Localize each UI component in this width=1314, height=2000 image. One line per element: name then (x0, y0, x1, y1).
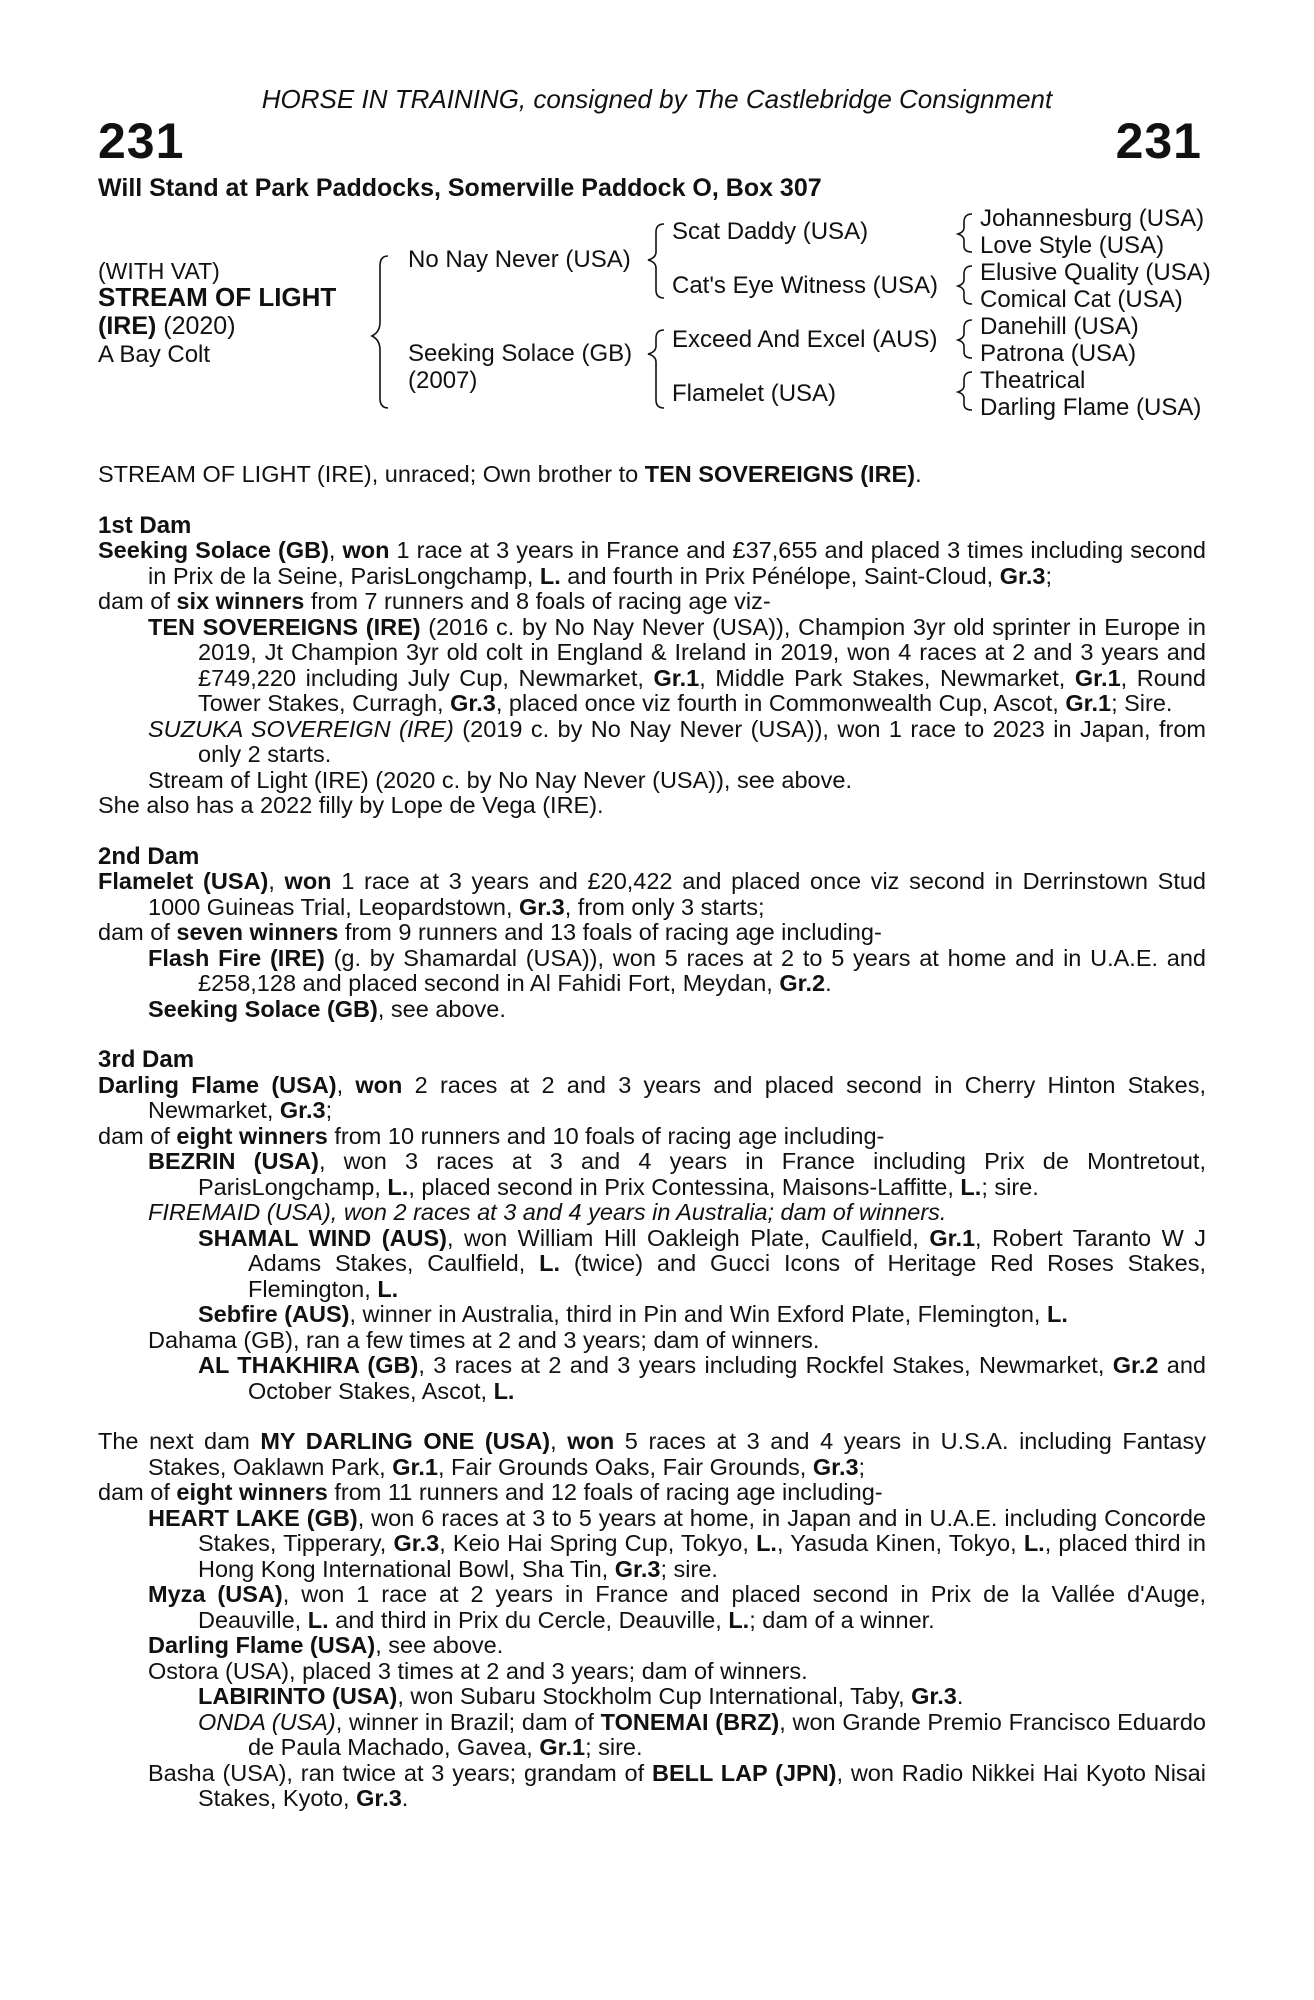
produce-flash-fire: Flash Fire (IRE) (g. by Shamardal (USA)), won 5 races at 2 to 5 years at home and in U.A.E. and £258,128 and placed second in Al Fahidi Fort, Meydan, Gr.2. (148, 944, 1206, 996)
pedigree-dam-sire: Exceed And Excel (AUS) (672, 326, 938, 353)
produce-ostora: Ostora (USA), placed 3 times at 2 and 3 years; dam of winners. (148, 1657, 808, 1684)
pedigree-sire-dam: Cat's Eye Witness (USA) (672, 272, 938, 299)
pedigree-ddd: Darling Flame (USA) (980, 394, 1202, 421)
produce-ten-sovereigns: TEN SOVEREIGNS (IRE) (2016 c. by No Nay Never (USA)), Champion 3yr old sprinter in Europe in 2019, Jt Champion 3yr old colt in England & Ireland in 2019, won 4 races at 2 and 3 years and £749,220 including July Cup, Newmarket, Gr.1, Middle Park Stakes, Newmarket, Gr.1, Round Tower Stakes, Curragh, Gr.3, placed once viz fourth in Commonwealth Cup, Ascot, Gr.1; Sire. (148, 613, 1206, 716)
intro-line: STREAM OF LIGHT (IRE), unraced; Own brother to TEN SOVEREIGNS (IRE). (98, 461, 922, 487)
pedigree-dam-dam: Flamelet (USA) (672, 380, 837, 407)
pedigree-dam-year: (2007) (408, 367, 478, 394)
horse-country: (IRE) (98, 312, 157, 340)
produce-firemaid: FIREMAID (USA), won 2 races at 3 and 4 years in Australia; dam of winners. (148, 1199, 947, 1225)
pedigree-sire-sire: Scat Daddy (USA) (672, 218, 869, 245)
pedigree-sss: Johannesburg (USA) (980, 205, 1205, 232)
horse-name: STREAM OF LIGHT (98, 282, 337, 312)
pedigree-ssd: Love Style (USA) (980, 232, 1165, 259)
stand-location: Will Stand at Park Paddocks, Somerville Paddock O, Box 307 (98, 174, 822, 202)
produce-myza: Myza (USA), won 1 race at 2 years in France and placed second in Prix de la Vallée d'Auge, Deauville, L. and third in Prix du Cercle, Deauville, L.; dam of a winner. (148, 1581, 1206, 1633)
produce-onda: ONDA (USA), winner in Brazil; dam of TONEMAI (BRZ), won Grande Premio Francisco Eduardo de Paula Machado, Gavea, Gr.1; sire. (198, 1708, 1206, 1760)
produce-stream-of-light: Stream of Light (IRE) (2020 c. by No Nay Never (USA)), see above. (148, 766, 852, 793)
produce-basha: Basha (USA), ran twice at 3 years; grandam of BELL LAP (JPN), won Radio Nikkei Hai Kyoto Nisai Stakes, Kyoto, Gr.3. (148, 1759, 1206, 1811)
first-dam-produce-summary: dam of six winners from 7 runners and 8 foals of racing age viz- (98, 588, 771, 614)
second-dam-record: Flamelet (USA), won 1 race at 3 years and £20,422 and placed once viz second in Derrinstown Stud 1000 Guineas Trial, Leopardstown, Gr.3, from only 3 starts; (98, 868, 1206, 920)
horse-description: A Bay Colt (98, 341, 211, 368)
pedigree-sire: No Nay Never (USA) (408, 246, 631, 273)
third-dam-heading: 3rd Dam (98, 1046, 195, 1073)
produce-bezrin: BEZRIN (USA), won 3 races at 3 and 4 years in France including Prix de Montretout, ParisLongchamp, L., placed second in Prix Contessina, Maisons-Laffitte, L.; sire. (148, 1148, 1206, 1200)
produce-heart-lake: HEART LAKE (GB), won 6 races at 3 to 5 years at home, in Japan and in U.A.E. including Concorde Stakes, Tipperary, Gr.3, Keio Hai Spring Cup, Tokyo, L., Yasuda Kinen, Tokyo, L., placed third in Hong Kong International Bowl, Sha Tin, Gr.3; sire. (148, 1504, 1206, 1582)
pedigree-dam: Seeking Solace (GB) (408, 340, 633, 367)
produce-seeking-solace: Seeking Solace (GB), see above. (148, 995, 506, 1022)
produce-2022-filly: She also has a 2022 filly by Lope de Vega (IRE). (98, 792, 604, 818)
third-dam-record: Darling Flame (USA), won 2 races at 2 and 3 years and placed second in Cherry Hinton Stakes, Newmarket, Gr.3; (98, 1071, 1207, 1123)
third-dam-produce-summary: dam of eight winners from 10 runners and 10 foals of racing age including- (98, 1122, 885, 1149)
vat-label: (WITH VAT) (98, 258, 220, 284)
produce-darling-flame: Darling Flame (USA), see above. (148, 1632, 504, 1658)
pedigree-sds: Elusive Quality (USA) (980, 259, 1211, 286)
first-dam-record: Seeking Solace (GB), won 1 race at 3 years in France and £37,655 and placed 3 times including second in Prix de la Seine, ParisLongchamp, L. and fourth in Prix Pénélope, Saint-Cloud, Gr.3; (98, 537, 1207, 589)
next-dam-record: The next dam MY DARLING ONE (USA), won 5 races at 3 and 4 years in U.S.A. including Fantasy Stakes, Oaklawn Park, Gr.1, Fair Grounds Oaks, Fair Grounds, Gr.3; (98, 1428, 1206, 1480)
second-dam-produce-summary: dam of seven winners from 9 runners and 13 foals of racing age including- (98, 919, 882, 945)
pedigree-notes (98, 462, 1206, 1812)
second-dam-heading: 2nd Dam (98, 842, 200, 870)
produce-sebfire: Sebfire (AUS), winner in Australia, third in Pin and Win Exford Plate, Flemington, L. (198, 1301, 1068, 1327)
consignor-caption: HORSE IN TRAINING, consigned by The Castlebridge Consignment (261, 84, 1053, 114)
lot-number-right: 231 (1115, 113, 1202, 169)
produce-al-thakhira: AL THAKHIRA (GB), 3 races at 2 and 3 years including Rockfel Stakes, Newmarket, Gr.2 and October Stakes, Ascot, L. (198, 1352, 1206, 1404)
pedigree-dds: Theatrical (980, 367, 1086, 394)
produce-labirinto: LABIRINTO (USA), won Subaru Stockholm Cup International, Taby, Gr.3. (198, 1683, 964, 1709)
first-dam-heading: 1st Dam (98, 511, 192, 539)
lot-number-left: 231 (98, 113, 185, 169)
next-dam-produce-summary: dam of eight winners from 11 runners and 12 foals of racing age including- (98, 1479, 883, 1505)
horse-year: (2020) (156, 312, 236, 340)
produce-dahama: Dahama (GB), ran a few times at 2 and 3 years; dam of winners. (148, 1326, 820, 1353)
pedigree-dsd: Patrona (USA) (980, 340, 1137, 367)
pedigree-dss: Danehill (USA) (980, 313, 1139, 340)
produce-shamal-wind: SHAMAL WIND (AUS), won William Hill Oakleigh Plate, Caulfield, Gr.1, Robert Taranto W J Adams Stakes, Caulfield, L. (twice) and Gucci Icons of Heritage Red Roses Stakes, Flemington, L. (198, 1224, 1206, 1302)
produce-suzuka-sovereign: SUZUKA SOVEREIGN (IRE) (2019 c. by No Nay Never (USA)), won 1 race to 2023 in Japan, from only 2 starts. (148, 715, 1207, 767)
pedigree-sdd: Comical Cat (USA) (980, 286, 1183, 313)
